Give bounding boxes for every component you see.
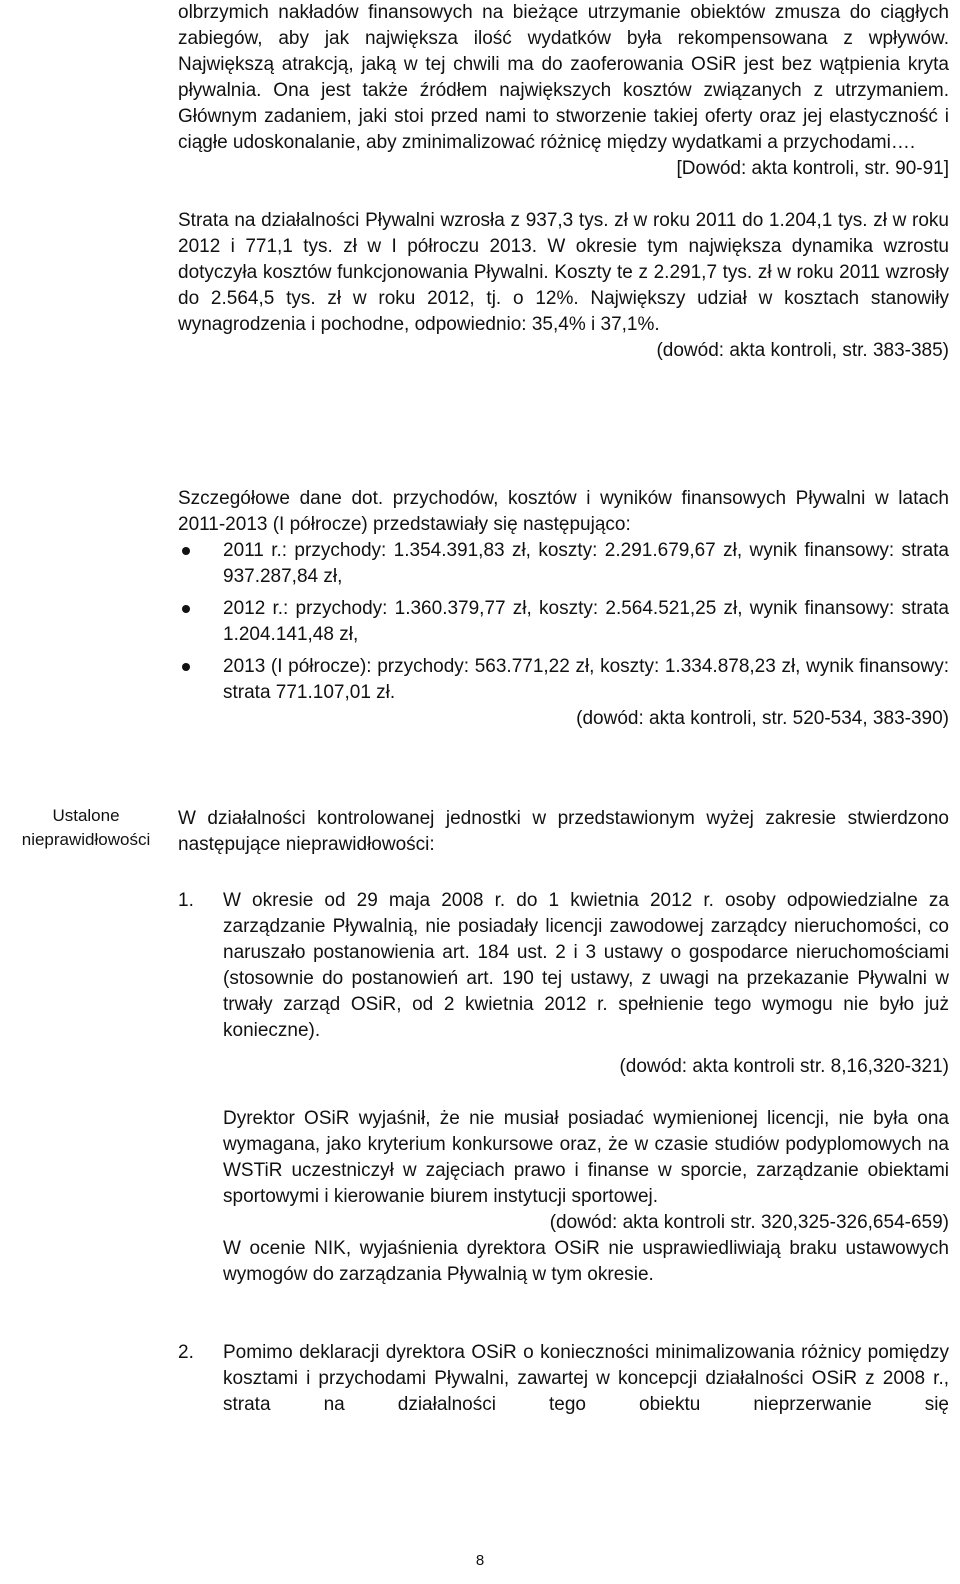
quote-paragraph: olbrzymich nakładów finansowych na bieżące utrzymanie obiektów zmusza do ciągłych zabiegów, aby jak największa ilość wydatków była rekompensowana z wpływów. Największą atrakcją, jaką w tej chwili ma do zaoferowania OSiR jest bez wątpienia kryta pływalnia. Ona jest także źródłem największych kosztów związanych z utrzymaniem. Głównym zadaniem, jaki stoi przed nami to stworzenie takiej oferty oraz jej elastyczność i ciągłe udoskonalanie, aby zminimalizować różnicę między wydatkami a przychodami…. [178, 2, 949, 153]
loss-paragraph: Strata na działalności Pływalni wzrosła z 937,3 tys. zł w roku 2011 do 1.204,1 tys. zł w roku 2012 i 771,1 tys. zł w I półroczu 2013. W okresie tym największa dynamika wzrostu dotyczyła kosztów funkcjonowania Pływalni. Koszty te z 2.291,7 tys. zł w roku 2011 wzrosły do 2.564,5 tys. zł w roku 2012, tj. o 12%. Największy udział w kosztach stanowiły wynagrodzenia i pochodne, odpowiednio: 35,4% i 37,1%. [178, 210, 949, 335]
bullet-icon [182, 547, 190, 555]
evidence-reference: (dowód: akta kontroli, str. 383-385) [656, 340, 949, 361]
evidence-reference: (dowód: akta kontroli str. 320,325-326,654-659) [549, 1212, 949, 1233]
list-item-text: 2013 (I półrocze): przychody: 563.771,22 zł, koszty: 1.334.878,23 zł, wynik finansowy: strata 771.107,01 zł. [223, 656, 949, 703]
list-item-text: 2012 r.: przychody: 1.360.379,77 zł, koszty: 2.564.521,25 zł, wynik finansowy: strata 1.204.141,48 zł, [223, 598, 949, 645]
top-section [178, 0, 949, 364]
item-number: 2. [178, 1342, 194, 1363]
side-label: Ustalone nieprawidłowości [21, 806, 151, 849]
list-item [178, 538, 949, 590]
list-item [178, 596, 949, 648]
page-number: 8 [475, 1552, 485, 1569]
item-number: 1. [178, 890, 194, 911]
list-item-text: 2011 r.: przychody: 1.354.391,83 zł, koszty: 2.291.679,67 zł, wynik finansowy: strata 937.287,84 zł, [223, 540, 949, 587]
evidence-reference: (dowód: akta kontroli str. 8,16,320-321) [619, 1056, 949, 1077]
item-text: Pomimo deklaracji dyrektora OSiR o konieczności minimalizowania różnicy pomiędzy kosztami i przychodami Pływalni, zawartej w koncepcji działalności OSiR z 2008 r., strata na działalności tego obiektu nieprzerwanie się [223, 1342, 949, 1415]
numbered-item-1 [178, 888, 949, 1044]
irregularities-intro: W działalności kontrolowanej jednostki w przedstawionym wyżej zakresie stwierdzono następujące nieprawidłowości: [178, 808, 949, 855]
evidence-reference: (dowód: akta kontroli, str. 520-534, 383-390) [576, 708, 949, 729]
director-explanation: Dyrektor OSiR wyjaśnił, że nie musiał posiadać wymienionej licencji, nie była ona wymagana, jako kryterium konkursowe oraz, że w czasie studiów podyplomowych na WSTiR uczestniczył w zajęciach prawo i finanse w sporcie, zarządzanie obiektami sportowymi i kierowanie biurem instytucji sportowej. [223, 1108, 949, 1207]
list-item [178, 654, 949, 706]
item-text: W okresie od 29 maja 2008 r. do 1 kwietnia 2012 r. osoby odpowiedzialne za zarządzanie Pływalnią, nie posiadały licencji zawodowej zarządcy nieruchomości, co naruszało postanowienia art. 184 ust. 2 i 3 ustawy o gospodarce nieruchomościami (stosownie do postanowień art. 190 tej ustawy, z uwagi na przekazanie Pływalni w trwały zarząd OSiR, od 2 kwietnia 2012 r. spełnienie tego wymogu nie było już konieczne). [223, 890, 949, 1041]
evidence-reference: [Dowód: akta kontroli, str. 90-91] [676, 158, 949, 179]
irregularities-section [178, 806, 949, 1418]
financial-details-section [178, 486, 949, 732]
bullet-icon [182, 663, 190, 671]
details-intro: Szczegółowe dane dot. przychodów, kosztów i wyników finansowych Pływalni w latach 2011-2013 (I półrocze) przedstawiały się następująco: [178, 488, 949, 535]
numbered-item-2 [178, 1340, 949, 1418]
nik-opinion: W ocenie NIK, wyjaśnienia dyrektora OSiR nie usprawiedliwiają braku ustawowych wymogów do zarządzania Pływalnią w tym okresie. [223, 1238, 949, 1285]
bullet-icon [182, 605, 190, 613]
